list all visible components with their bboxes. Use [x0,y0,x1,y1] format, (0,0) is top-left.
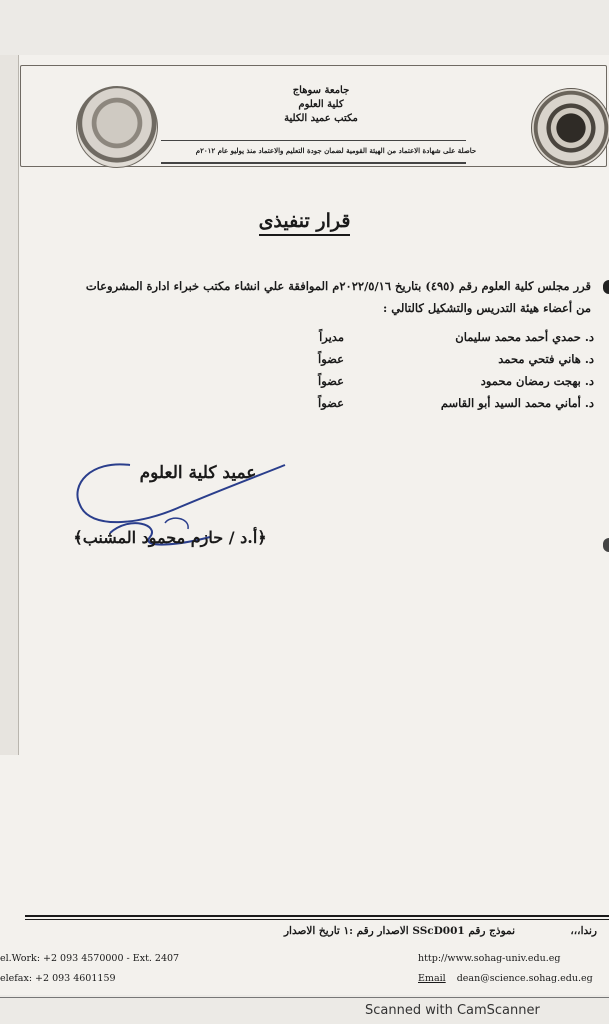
accreditation-line: حاصلة على شهادة الاعتماد من الهيئة القومية لضمان جودة التعليم والاعتماد منذ يوليو عام ٢٠١٢م [195,146,477,155]
scanner-watermark: Scanned with CamScanner [365,1003,540,1018]
footer-rule-thin [25,919,609,920]
footer-rule [25,915,609,917]
member-role: عضواً [318,374,344,388]
list-item [0,374,609,396]
binder-clip-icon [603,280,609,294]
dean-name: ﴿أ.د / حازم محمود المشنب﴾ [73,528,267,547]
university-seal-icon [76,86,158,168]
telefax: elefax: +2 093 4601159 [0,973,116,984]
document-title [0,210,609,232]
member-role: عضواً [318,352,344,366]
email-link[interactable]: dean@science.sohag.edu.eg [456,973,593,984]
paragraph-line-2: من أعضاء هيئة التدريس والتشكيل كالتالي : [383,301,591,315]
letterhead-rule [161,162,466,164]
office-name: مكتب عميد الكلية [284,113,358,124]
letterhead-text [221,84,421,126]
member-name: د. بهجت رمضان محمود [480,374,594,388]
dean-title: عميد كلية العلوم [139,463,257,483]
list-item [0,396,609,418]
form-info: نموذج رقم SScD001 الاصدار رقم :١ تاريخ الاصدار [283,925,515,937]
member-role: عضواً [318,396,344,410]
faculty-name: كلية العلوم [298,99,344,110]
member-name: د. هاني فتحي محمد [498,352,594,366]
document-page [0,55,609,995]
member-role: مديراً [319,330,344,344]
footer-initials: رندا،،، [570,925,597,937]
email-label: Email [418,973,446,984]
tel-work: el.Work: +2 093 4570000 - Ext. 2407 [0,953,180,964]
contact-web [418,949,593,989]
list-item [0,330,609,352]
member-name: د. أماني محمد السيد أبو القاسم [440,396,594,410]
decision-paragraph [21,275,591,319]
document-title-text: قرار تنفيذى [259,210,351,236]
members-list [0,330,609,418]
university-name: جامعة سوهاج [292,85,350,96]
faculty-logo-icon [531,88,609,168]
contact-phones [0,949,179,989]
binder-clip-icon [603,538,609,552]
page-bottom-rule [0,997,609,998]
letterhead-divider [161,140,466,141]
paragraph-line-1: قرر مجلس كلية العلوم رقم (٤٩٥) بتاريخ ٢٠٢٢/٥/١٦م الموافقة علي انشاء مكتب خبراء ادارة المشروعات [85,279,591,293]
website-link[interactable]: http://www.sohag-univ.edu.eg [418,953,561,964]
member-name: د. حمدي أحمد محمد سليمان [455,330,594,344]
email-row [418,969,593,989]
letterhead [20,65,607,167]
list-item [0,352,609,374]
